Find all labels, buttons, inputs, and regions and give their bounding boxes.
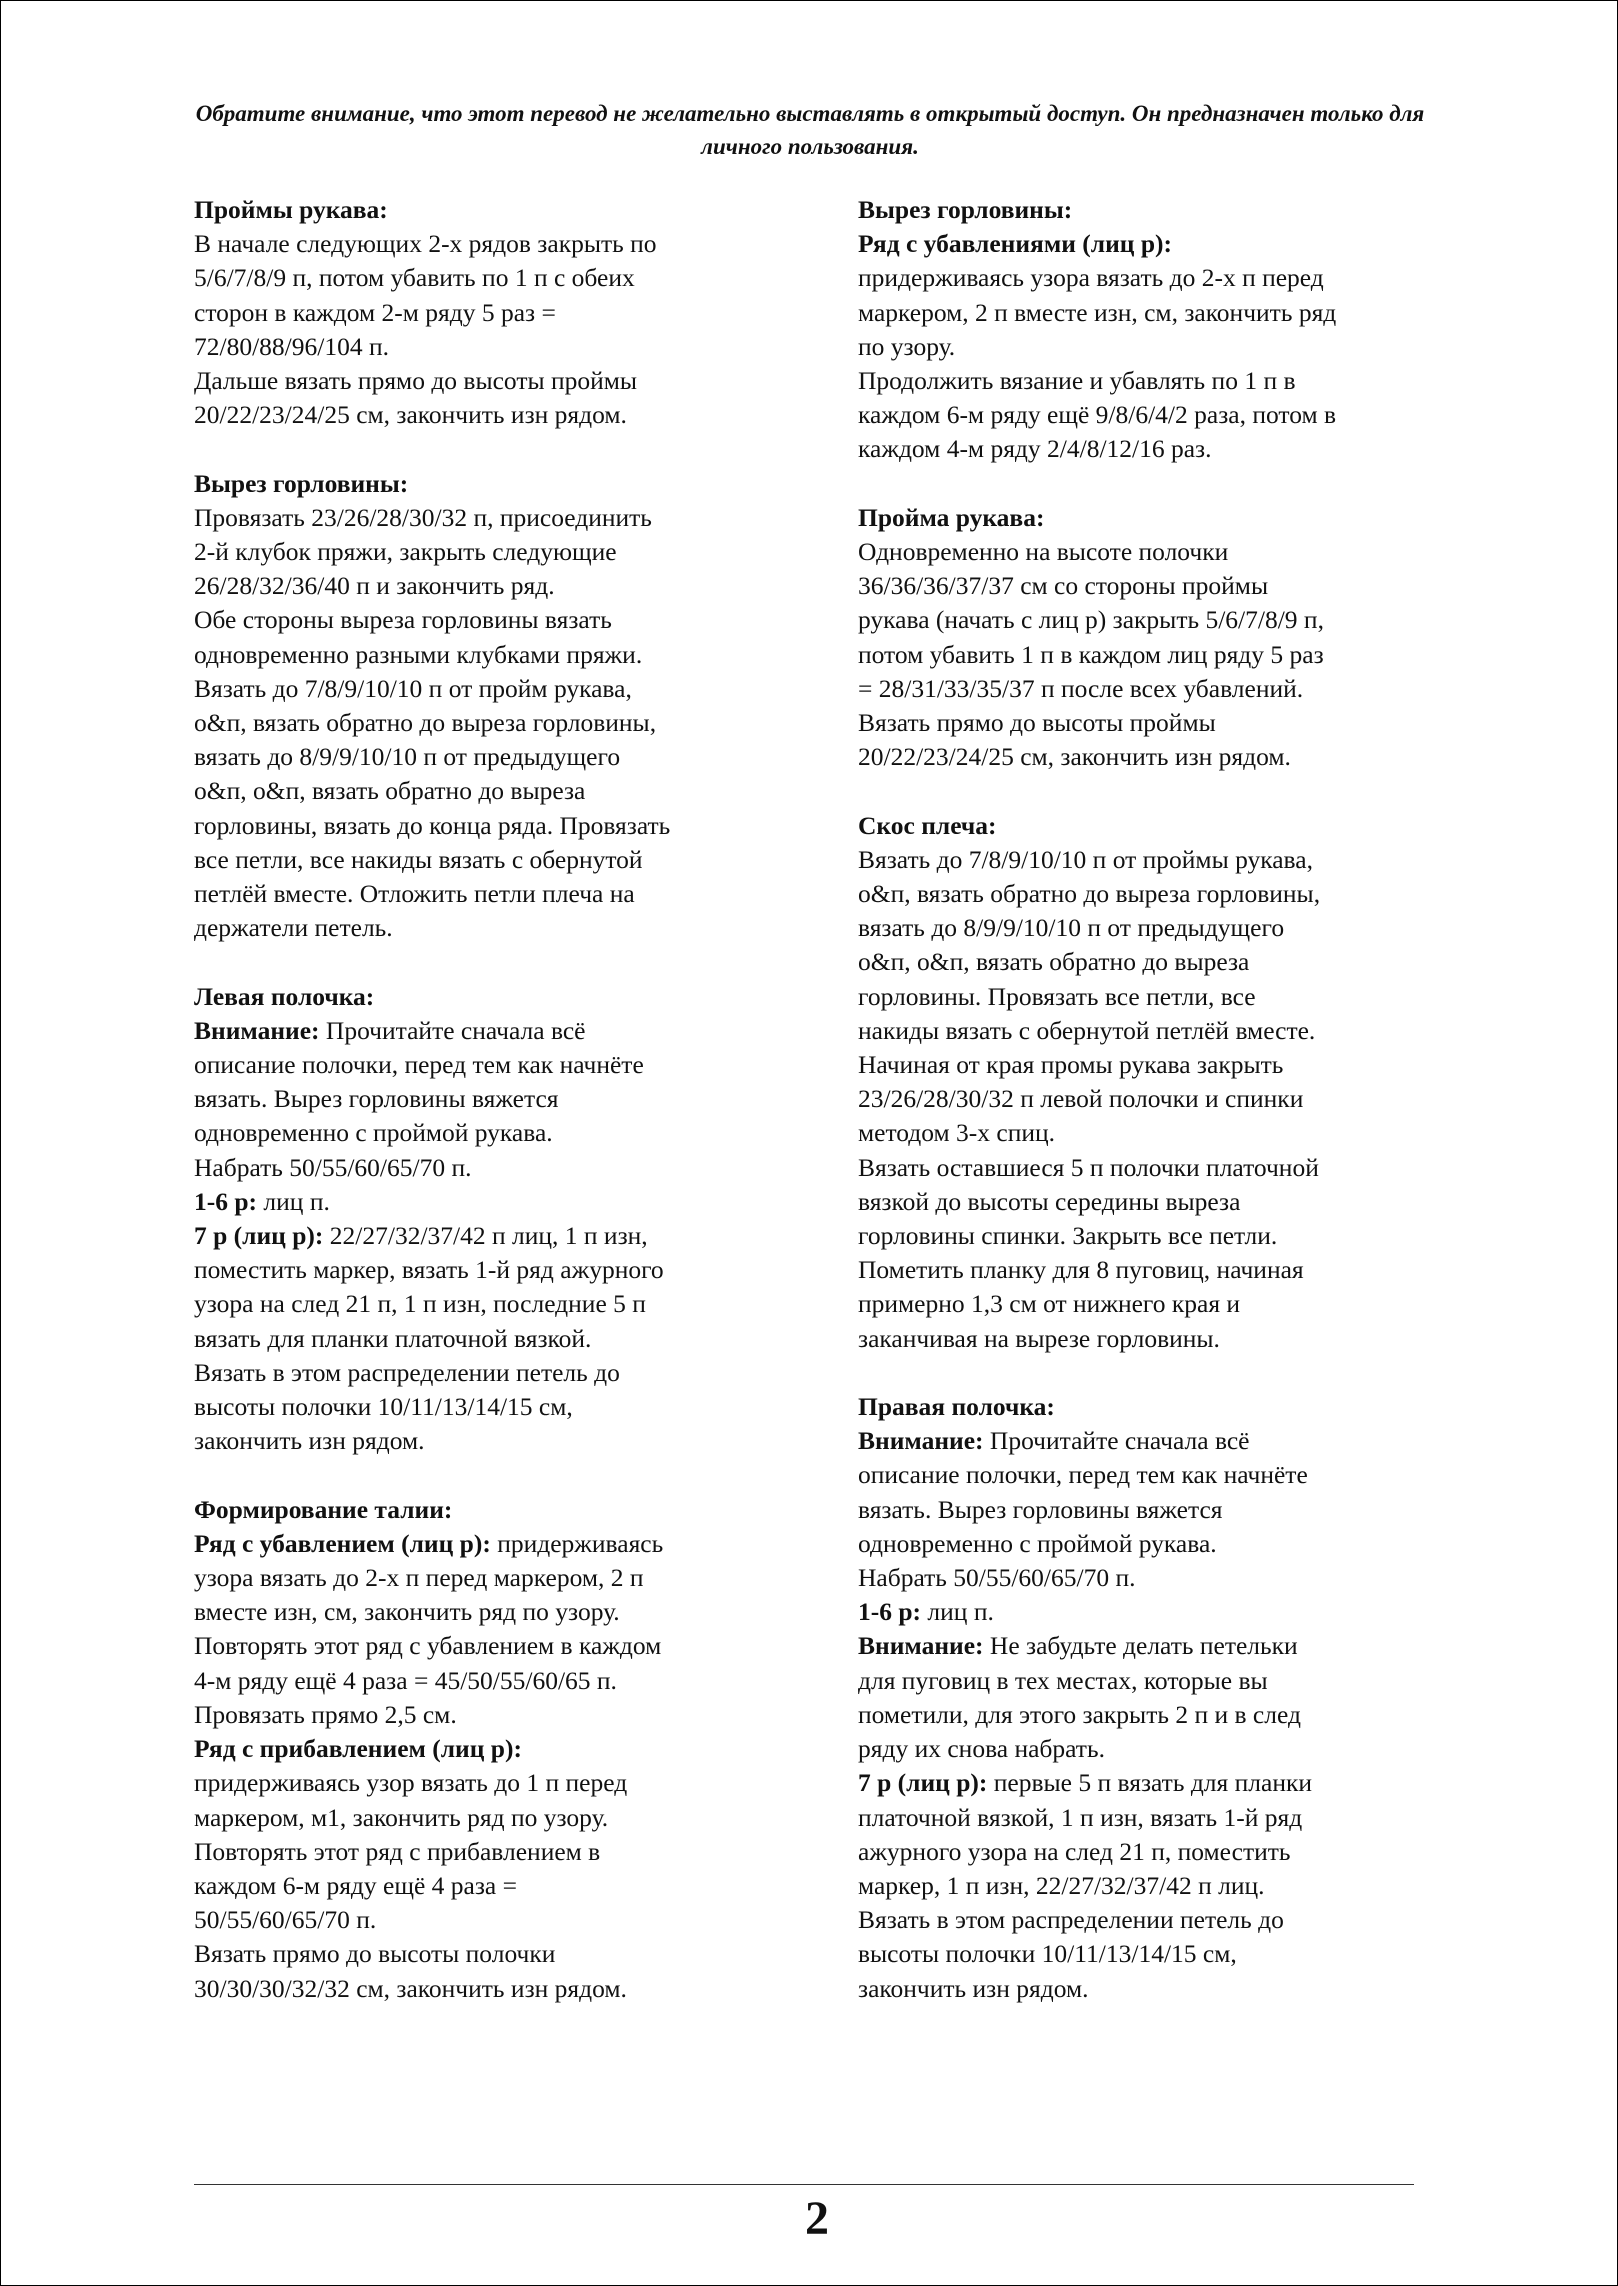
text-line: узора вязать до 2-х п перед маркером, 2 п	[194, 1563, 644, 1593]
text-line: заканчивая на вырезе горловины.	[858, 1323, 1220, 1353]
text-line: ажурного узора на след 21 п, поместить	[858, 1836, 1291, 1866]
text-run: первые 5 п вязать для планки	[987, 1768, 1312, 1798]
text-line: Провязать прямо 2,5 см.	[194, 1699, 457, 1729]
text-line: 30/30/30/32/32 см, закончить изн рядом.	[194, 1973, 627, 2003]
text-line: 50/55/60/65/70 п.	[194, 1905, 377, 1935]
section-armhole-right	[858, 501, 1438, 775]
text-line: каждом 6-м ряду ещё 4 раза =	[194, 1870, 518, 1900]
text-line: Провязать 23/26/28/30/32 п, присоединить	[194, 502, 652, 532]
text-line: Набрать 50/55/60/65/70 п.	[194, 1152, 472, 1182]
section-heading: Левая полочка:	[194, 981, 375, 1011]
text-run: Прочитайте сначала всё	[983, 1426, 1250, 1456]
section-shoulder	[858, 809, 1438, 1356]
text-line: Вязать оставшиеся 5 п полочки платочной	[858, 1152, 1319, 1182]
row-label: 1-6 р:	[194, 1186, 258, 1216]
text-line: В начале следующих 2-х рядов закрыть по	[194, 229, 657, 259]
text-line: придерживаясь узор вязать до 1 п перед	[194, 1768, 628, 1798]
text-line	[194, 1014, 774, 1048]
section-heading: Формирование талии:	[194, 1494, 453, 1524]
text-line: Вязать до 7/8/9/10/10 п от пройм рукава,	[194, 673, 632, 703]
text-line: горловины, вязать до конца ряда. Провязать	[194, 810, 671, 840]
row-label: 7 р (лиц р):	[858, 1768, 988, 1798]
footer-divider	[194, 2184, 1414, 2185]
text-line: Дальше вязать прямо до высоты проймы	[194, 366, 638, 396]
text-line: вязать. Вырез горловины вяжется	[194, 1084, 559, 1114]
text-line: Вязать в этом распределении петель до	[194, 1357, 620, 1387]
text-run: лиц п.	[257, 1186, 330, 1216]
text-line	[194, 1185, 774, 1219]
text-line: примерно 1,3 см от нижнего края и	[858, 1289, 1241, 1319]
text-line: Обе стороны выреза горловины вязать	[194, 605, 612, 635]
text-line: Вязать прямо до высоты полочки	[194, 1939, 556, 1969]
text-line: закончить изн рядом.	[194, 1426, 425, 1456]
text-line: маркер, 1 п изн, 22/27/32/37/42 п лиц.	[858, 1870, 1265, 1900]
row-label: Ряд с прибавлением (лиц р):	[194, 1734, 522, 1764]
right-column	[858, 193, 1438, 2006]
section-left-front	[194, 980, 774, 1459]
text-line: Вязать в этом распределении петель до	[858, 1905, 1284, 1935]
text-line: 72/80/88/96/104 п.	[194, 331, 389, 361]
text-line: Вязать прямо до высоты проймы	[858, 708, 1216, 738]
text-line: 20/22/23/24/25 см, закончить изн рядом.	[194, 400, 627, 430]
text-line: для пуговиц в тех местах, которые вы	[858, 1665, 1268, 1695]
attention-label: Внимание:	[858, 1426, 984, 1456]
text-line: ряду их снова набрать.	[858, 1734, 1105, 1764]
text-line: описание полочки, перед тем как начнёте	[858, 1460, 1308, 1490]
text-line: 26/28/32/36/40 п и закончить ряд.	[194, 571, 555, 601]
text-line: горловины спинки. Закрыть все петли.	[858, 1221, 1278, 1251]
row-label: Ряд с убавлением (лиц р):	[194, 1528, 491, 1558]
text-line: 23/26/28/30/32 п левой полочки и спинки	[858, 1084, 1304, 1114]
section-heading: Правая полочка:	[858, 1392, 1055, 1422]
text-line: одновременно разными клубками пряжи.	[194, 639, 643, 669]
text-line: закончить изн рядом.	[858, 1973, 1089, 2003]
text-line: накиды вязать с обернутой петлёй вместе.	[858, 1015, 1316, 1045]
text-line: поместить маркер, вязать 1-й ряд ажурного	[194, 1255, 664, 1285]
text-line: методом 3-х спиц.	[858, 1118, 1056, 1148]
text-line: платочной вязкой, 1 п изн, вязать 1-й ряд	[858, 1802, 1303, 1832]
section-neckline-right	[858, 193, 1438, 467]
text-line: потом убавить 1 п в каждом лиц ряду 5 раз	[858, 639, 1324, 669]
text-line	[858, 1629, 1438, 1663]
text-line: держатели петель.	[194, 913, 393, 943]
section-heading: Проймы рукава:	[194, 195, 388, 224]
text-line: о&п, о&п, вязать обратно до выреза	[194, 776, 586, 806]
text-line: Одновременно на высоте полочки	[858, 537, 1229, 567]
text-line: = 28/31/33/35/37 п после всех убавлений.	[858, 673, 1304, 703]
text-line: рукава (начать с лиц р) закрыть 5/6/7/8/9 п,	[858, 605, 1324, 635]
section-heading: Вырез горловины:	[858, 195, 1073, 224]
text-line: 36/36/36/37/37 см со стороны проймы	[858, 571, 1269, 601]
text-line: 20/22/23/24/25 см, закончить изн рядом.	[858, 742, 1291, 772]
text-line: описание полочки, перед тем как начнёте	[194, 1050, 644, 1080]
text-line: 2-й клубок пряжи, закрыть следующие	[194, 537, 617, 567]
row-label: 7 р (лиц р):	[194, 1221, 324, 1251]
section-armholes	[194, 193, 774, 432]
text-line: о&п, вязать обратно до выреза горловины,	[858, 879, 1321, 909]
text-line: Набрать 50/55/60/65/70 п.	[858, 1563, 1136, 1593]
text-line: Повторять этот ряд с убавлением в каждом	[194, 1631, 662, 1661]
text-line: все петли, все накиды вязать с обернутой	[194, 844, 643, 874]
text-line: вязать для планки платочной вязкой.	[194, 1323, 592, 1353]
text-run: лиц п.	[921, 1597, 994, 1627]
text-line: маркером, 2 п вместе изн, см, закончить ряд	[858, 297, 1337, 327]
text-line	[858, 1595, 1438, 1629]
text-line: маркером, м1, закончить ряд по узору.	[194, 1802, 609, 1832]
text-line: пометили, для этого закрыть 2 п и в след	[858, 1699, 1301, 1729]
text-line: Пометить планку для 8 пуговиц, начиная	[858, 1255, 1304, 1285]
section-neckline	[194, 467, 774, 946]
text-run: придерживаясь	[490, 1528, 664, 1558]
text-line: по узору.	[858, 331, 956, 361]
text-run: Не забудьте делать петельки	[983, 1631, 1298, 1661]
section-heading: Вырез горловины:	[194, 468, 409, 498]
text-line: 5/6/7/8/9 п, потом убавить по 1 п с обеих	[194, 263, 635, 293]
text-line	[194, 1527, 774, 1561]
text-line: каждом 4-м ряду 2/4/8/12/16 раз.	[858, 434, 1212, 464]
section-heading: Скос плеча:	[858, 810, 997, 840]
text-line	[858, 1424, 1438, 1458]
text-line: узора на след 21 п, 1 п изн, последние 5 п	[194, 1289, 646, 1319]
text-line: Начиная от края промы рукава закрыть	[858, 1050, 1284, 1080]
row-label: Ряд с убавлениями (лиц р):	[858, 229, 1172, 259]
section-heading: Пройма рукава:	[858, 502, 1045, 532]
text-line: высоты полочки 10/11/13/14/15 см,	[858, 1939, 1237, 1969]
attention-label: Внимание:	[858, 1631, 984, 1661]
text-line: каждом 6-м ряду ещё 9/8/6/4/2 раза, потом в	[858, 400, 1337, 430]
text-line: 4-м ряду ещё 4 раза = 45/50/55/60/65 п.	[194, 1665, 617, 1695]
text-line: вязать до 8/9/9/10/10 п от предыдущего	[858, 913, 1285, 943]
page-number: 2	[805, 2192, 829, 2245]
text-line: Вязать до 7/8/9/10/10 п от проймы рукава,	[858, 844, 1313, 874]
text-line: Повторять этот ряд с прибавлением в	[194, 1836, 601, 1866]
text-line: петлёй вместе. Отложить петли плеча на	[194, 879, 635, 909]
attention-label: Внимание:	[194, 1015, 320, 1045]
privacy-notice: Обратите внимание, что этот перевод не желательно выставлять в открытый доступ. Он предназначен только для личного пользования.	[195, 101, 1425, 159]
text-line	[858, 1766, 1438, 1800]
text-line: одновременно с проймой рукава.	[858, 1528, 1217, 1558]
text-line	[194, 1219, 774, 1253]
section-waist	[194, 1493, 774, 2006]
text-run: Прочитайте сначала всё	[319, 1015, 586, 1045]
row-label: 1-6 р:	[858, 1597, 922, 1627]
text-line: о&п, о&п, вязать обратно до выреза	[858, 947, 1250, 977]
text-line: вязкой до высоты середины выреза	[858, 1186, 1241, 1216]
section-right-front	[858, 1390, 1438, 2006]
text-run: 22/27/32/37/42 п лиц, 1 п изн,	[323, 1221, 648, 1251]
text-line: вязать до 8/9/9/10/10 п от предыдущего	[194, 742, 621, 772]
text-line: о&п, вязать обратно до выреза горловины,	[194, 708, 657, 738]
text-line: Продолжить вязание и убавлять по 1 п в	[858, 366, 1296, 396]
text-line: высоты полочки 10/11/13/14/15 см,	[194, 1392, 573, 1422]
text-line: сторон в каждом 2-м ряду 5 раз =	[194, 297, 556, 327]
text-line: придерживаясь узора вязать до 2-х п перед	[858, 263, 1324, 293]
text-line: вместе изн, см, закончить ряд по узору.	[194, 1597, 620, 1627]
text-line: одновременно с проймой рукава.	[194, 1118, 553, 1148]
left-column	[194, 193, 774, 2006]
text-line: вязать. Вырез горловины вяжется	[858, 1494, 1223, 1524]
text-line: горловины. Провязать все петли, все	[858, 981, 1256, 1011]
